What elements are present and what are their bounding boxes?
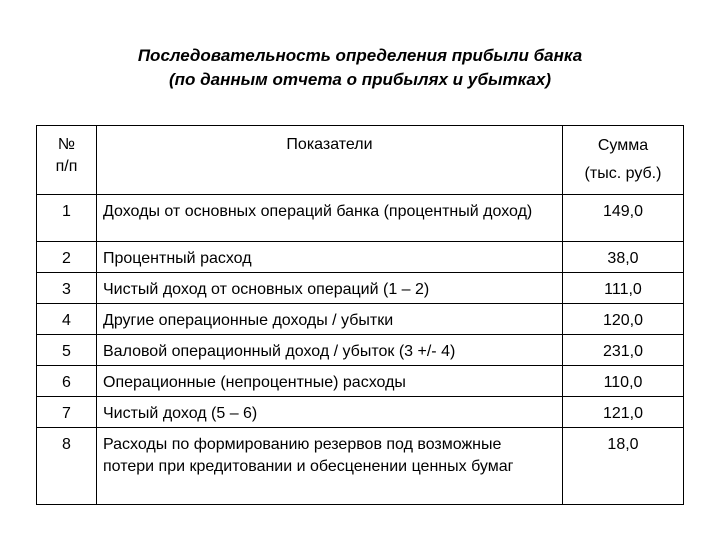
row-sum: 149,0 (563, 195, 684, 242)
title-line-2: (по данным отчета о прибылях и убытках) (168, 70, 552, 89)
header-sum (563, 126, 684, 195)
row-name: Расходы по формированию резервов под возможные потери при кредитовании и обесценении ценных бумаг (97, 428, 563, 505)
row-sum: 121,0 (563, 397, 684, 428)
row-sum: 18,0 (563, 428, 684, 505)
row-num: 2 (37, 242, 97, 273)
header-sum-line-2: (тыс. руб.) (584, 165, 662, 182)
row-name: Операционные (непроцентные) расходы (97, 366, 563, 397)
row-name: Валовой операционный доход / убыток (3 +/- 4) (97, 335, 563, 366)
table-row (37, 428, 684, 505)
row-name: Другие операционные доходы / убытки (97, 304, 563, 335)
row-name: Чистый доход от основных операций (1 – 2) (97, 273, 563, 304)
table-row (37, 195, 684, 242)
table-header-row (37, 126, 684, 195)
table-row (37, 335, 684, 366)
table-row (37, 242, 684, 273)
title-line-1: Последовательность определения прибыли банка (137, 46, 583, 65)
row-sum: 231,0 (563, 335, 684, 366)
row-sum: 111,0 (563, 273, 684, 304)
row-num: 4 (37, 304, 97, 335)
row-name: Процентный расход (97, 242, 563, 273)
table-row (37, 397, 684, 428)
row-num: 8 (37, 428, 97, 505)
row-sum: 110,0 (563, 366, 684, 397)
header-num-line-2: п/п (55, 158, 78, 175)
row-num: 1 (37, 195, 97, 242)
row-num: 7 (37, 397, 97, 428)
row-num: 6 (37, 366, 97, 397)
row-num: 3 (37, 273, 97, 304)
row-sum: 38,0 (563, 242, 684, 273)
table-row (37, 366, 684, 397)
row-num: 5 (37, 335, 97, 366)
header-sum-line-1: Сумма (597, 137, 649, 154)
row-name: Доходы от основных операций банка (процентный доход) (97, 195, 563, 242)
profit-table (36, 125, 684, 505)
page-title (0, 44, 720, 92)
header-num-line-1: № (57, 136, 76, 153)
table-row (37, 304, 684, 335)
header-num (37, 126, 97, 195)
row-name: Чистый доход (5 – 6) (97, 397, 563, 428)
table-row (37, 273, 684, 304)
row-sum: 120,0 (563, 304, 684, 335)
header-name: Показатели (97, 126, 563, 195)
